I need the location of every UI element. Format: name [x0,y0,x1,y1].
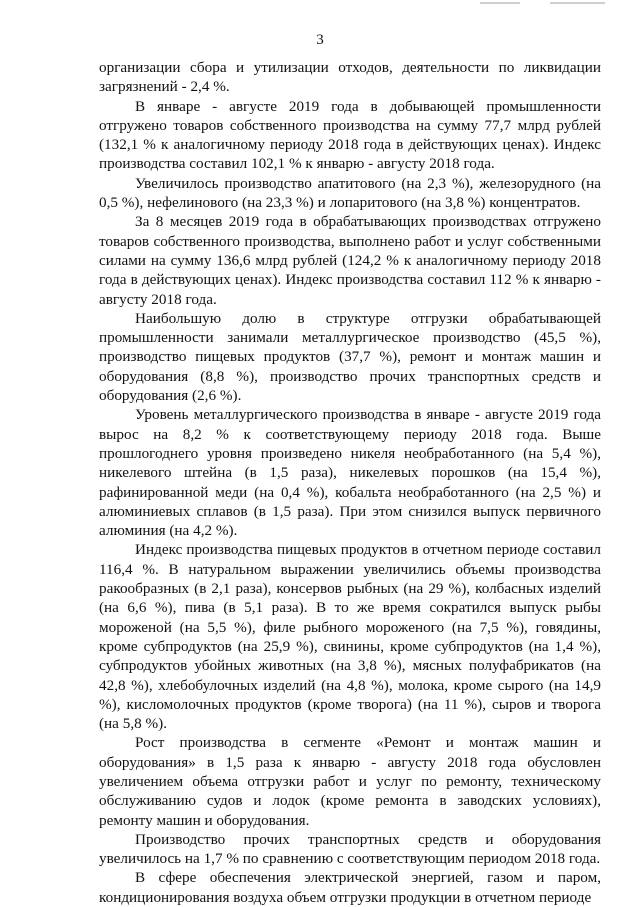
paragraph-4: За 8 месяцев 2019 года в обрабатывающих производствах отгружено товаров собственного производства, выполнено работ и услуг собственными силами на сумму 136,6 млрд рублей (124,2 % к аналогичному периоду 2018 года в действующих ценах). Индекс производства составил 112 % к январю - августу 2018 года. [99,213,601,308]
paragraph-7: Индекс производства пищевых продуктов в отчетном периоде составил 116,4 %. В натуральном выражении увеличились объемы производства ракообразных (в 2,1 раза), консервов рыбных (на 29 %), колбасных изделий (на 6,6 %), пива (в 5,1 раза). В то же время сократился выпуск рыбы мороженой (на 5,5 %), филе рыбного мороженого (на 7,5 %), говядины, кроме субпродуктов (на 25,9 %), свинины, кроме субпродуктов (на 1,4 %), субпродуктов убойных животных (на 3,8 %), мясных полуфабрикатов (на 42,8 %), хлебобулочных изделий (на 4,8 %), молока, кроме сырого (на 14,9 %), кисломолочных продуктов (кроме творога) (на 11 %), сыров и творога (на 5,8 %). [99,541,601,733]
paragraph-5: Наибольшую долю в структуре отгрузки обрабатывающей промышленности занимали металлургическое производство (45,5 %), производство пищевых продуктов (37,7 %), ремонт и монтаж машин и оборудования (8,8 %), производство прочих транспортных средств и оборудования (2,6 %). [99,309,601,405]
paragraph-10: В сфере обеспечения электрической энергией, газом и паром, кондиционирования воздуха объем отгрузки продукции в отчетном периоде [99,869,601,906]
scan-edge-mark [420,0,640,14]
paragraph-9: Производство прочих транспортных средств и оборудования увеличилось на 1,7 % по сравнению с соответствующим периодом 2018 года. [99,830,601,868]
paragraph-3: Увеличилось производство апатитового (на 2,3 %), железорудного (на 0,5 %), нефелинового (на 23,3 %) и лопаритового (на 3,8 %) концентратов. [99,174,601,212]
paragraph-8: Рост производства в сегменте «Ремонт и монтаж машин и оборудования» в 1,5 раза к январю - августу 2018 года обусловлен увеличением объема отгрузки работ и услуг по ремонту, техническому обслуживанию судов и лодок (кроме ремонта в заводских условиях), ремонту машин и оборудования. [99,734,601,829]
paragraph-2: В январе - августе 2019 года в добывающей промышленности отгружено товаров собственного производства на сумму 77,7 млрд рублей (132,1 % к аналогичному периоду 2018 года в действующих ценах). Индекс производства составил 102,1 % к январю - августу 2018 года. [99,97,601,173]
paragraph-1: организации сбора и утилизации отходов, деятельности по ликвидации загрязнений - 2,4 %. [99,59,601,96]
document-body [99,58,601,907]
paragraph-6: Уровень металлургического производства в январе - августе 2019 года вырос на 8,2 % к соответствующему периоду 2018 года. Выше прошлогоднего уровня произведено никеля необработанного (на 5,4 %), никелевого штейна (в 1,5 раза), никелевых порошков (на 15,4 %), рафинированной меди (на 0,4 %), кобальта необработанного (на 2,5 %) и алюминиевых сплавов (в 1,5 раза). При этом снизился выпуск первичного алюминия (на 4,2 %). [99,406,601,540]
page-number: 3 [316,32,324,48]
